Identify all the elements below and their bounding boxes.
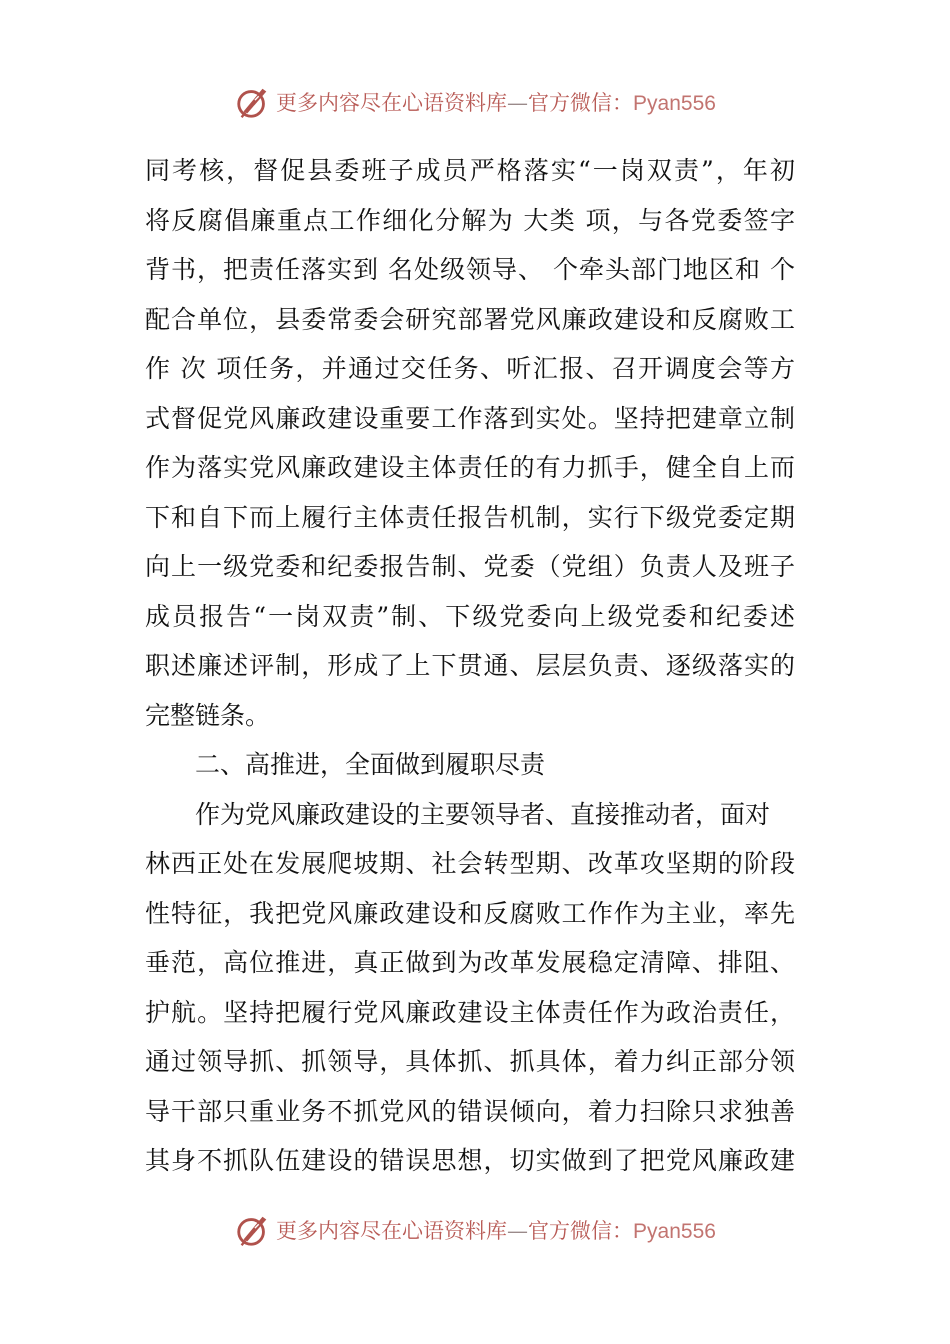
quill-pen-logo-icon xyxy=(234,83,272,121)
watermark-site-text: 更多内容尽在心语资料库 xyxy=(276,91,508,115)
text-line: 完整链条。 xyxy=(145,700,271,730)
text-line: 式督促党风廉政建设重要工作落到实处。坚持把建章立制 xyxy=(145,403,795,433)
text-line: 职述廉述评制，形成了上下贯通、层层负责、逐级落实的 xyxy=(145,651,795,680)
header-watermark xyxy=(0,80,950,124)
text-line: 向上一级党委和纪委报告制、党委（党组）负责人及班子 xyxy=(145,552,795,581)
text-line: 配合单位，县委常委会研究部署党风廉政建设和反腐败工 xyxy=(145,304,795,334)
text-line: 林西正处在发展爬坡期、社会转型期、改革攻坚期的阶段 xyxy=(145,849,795,878)
watermark-wechat-id: Pyan556 xyxy=(633,92,716,115)
text-line: 导干部只重业务不抓党风的错误倾向，着力扫除只求独善 xyxy=(145,1096,795,1126)
text-line: 同考核，督促县委班子成员严格落实“一岗双责”，年初 xyxy=(145,156,795,185)
quill-pen-logo-icon xyxy=(234,1211,272,1249)
watermark-separator: — xyxy=(507,1219,529,1243)
section-heading: 二、高推进，全面做到履职尽责 xyxy=(195,750,546,779)
document-body xyxy=(145,146,795,1186)
text-line: 垂范，高位推进，真正做到为改革发展稳定清障、排阻、 xyxy=(145,948,795,977)
text-line: 其身不抓队伍建设的错误思想，切实做到了把党风廉政建 xyxy=(145,1146,795,1175)
text-line: 将反腐倡廉重点工作细化分解为 大类 项，与各党委签字 xyxy=(145,205,795,235)
watermark-text xyxy=(276,1215,716,1245)
text-line: 作为落实党风廉政建设主体责任的有力抓手，健全自上而 xyxy=(145,453,795,482)
text-line: 背书，把责任落实到 名处级领导、 个牵头部门地区和 个 xyxy=(145,255,795,284)
watermark-wechat-label: 官方微信： xyxy=(528,1219,634,1243)
text-line: 作 次 项任务，并通过交任务、听汇报、召开调度会等方 xyxy=(145,354,795,383)
watermark-site-text: 更多内容尽在心语资料库 xyxy=(276,1219,508,1243)
watermark-separator: — xyxy=(507,91,529,115)
text-line: 性特征，我把党风廉政建设和反腐败工作作为主业，率先 xyxy=(145,898,795,928)
watermark-wechat-label: 官方微信： xyxy=(528,91,634,115)
text-line: 护航。坚持把履行党风廉政建设主体责任作为政治责任， xyxy=(145,997,795,1027)
text-line: 成员报告“一岗双责”制、下级党委向上级党委和纪委述 xyxy=(145,601,795,631)
text-line: 下和自下而上履行主体责任报告机制，实行下级党委定期 xyxy=(145,502,795,532)
text-line: 通过领导抓、抓领导，具体抓、抓具体，着力纠正部分领 xyxy=(145,1047,795,1076)
footer-watermark xyxy=(0,1208,950,1252)
text-line: 作为党风廉政建设的主要领导者、直接推动者，面对 xyxy=(195,799,771,829)
watermark-wechat-id: Pyan556 xyxy=(633,1220,716,1243)
watermark-text xyxy=(276,87,716,117)
